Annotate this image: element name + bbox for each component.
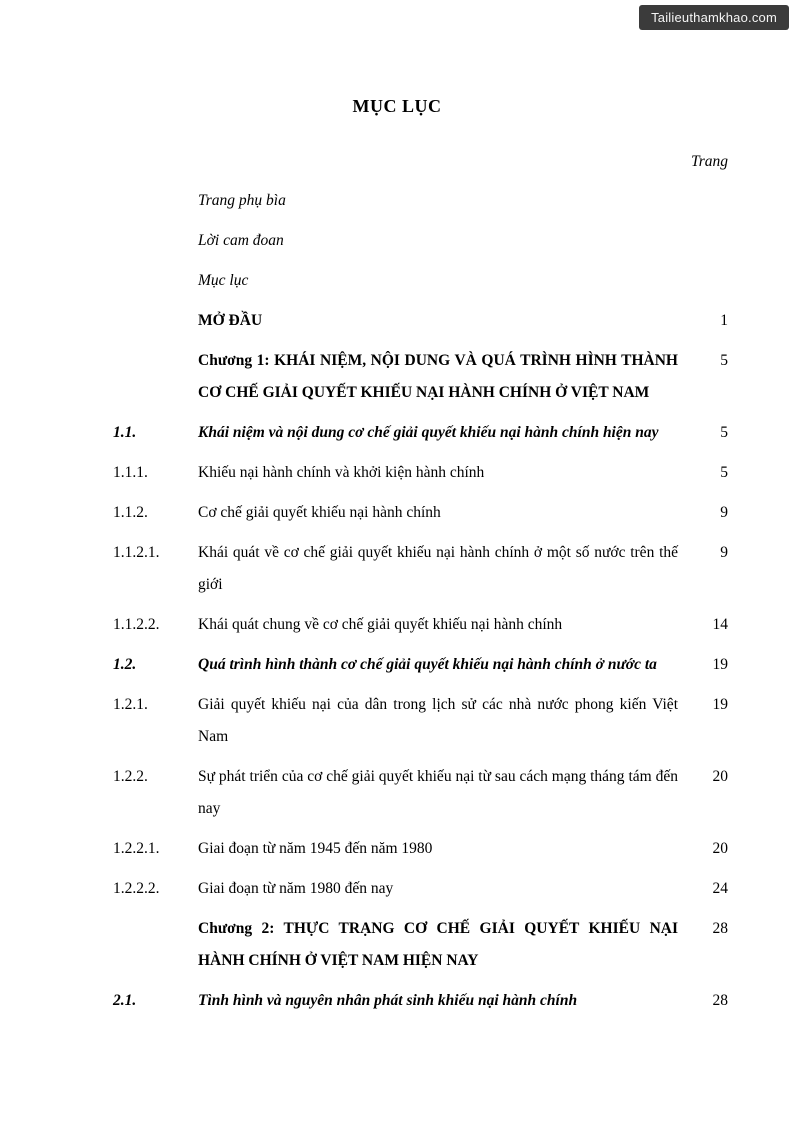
toc-entry-number: 1.1.2.1. [113, 544, 160, 561]
toc-entry [113, 457, 728, 489]
toc-entry [113, 537, 728, 601]
toc-entry-title: Khái niệm và nội dung cơ chế giải quyết khiếu nại hành chính hiện nay [198, 424, 659, 441]
toc-entry [113, 873, 728, 905]
toc-entry-page: 20 [712, 840, 728, 857]
toc-entry-title: Giai đoạn từ năm 1945 đến năm 1980 [198, 840, 433, 857]
toc-entry-page: 5 [720, 424, 728, 441]
site-watermark-badge: Tailieuthamkhao.com [639, 5, 789, 30]
toc-entry-title: Sự phát triển của cơ chế giải quyết khiếu nại từ sau cách mạng tháng tám đến nay [198, 768, 678, 817]
toc-entry-page: 5 [720, 464, 728, 481]
toc-entry-page: 9 [720, 504, 728, 521]
toc-entry-title: Chương 2: THỰC TRẠNG CƠ CHẾ GIẢI QUYẾT KHIẾU NẠI HÀNH CHÍNH Ở VIỆT NAM HIỆN NAY [198, 920, 678, 969]
toc-entry-title: Mục lục [198, 272, 249, 289]
toc-entry [113, 305, 728, 337]
toc-entry-number: 1.1.2. [113, 504, 148, 521]
toc-entry-number: 1.2.2. [113, 768, 148, 785]
toc-entry-number: 1.1. [113, 424, 137, 441]
toc-entry-page: 19 [712, 696, 728, 713]
toc-entry-page: 14 [712, 616, 728, 633]
toc-entry-number: 1.2. [113, 656, 137, 673]
toc-entry-page: 28 [712, 920, 728, 937]
table-of-contents [113, 185, 728, 1017]
toc-entry-page: 5 [720, 352, 728, 369]
page-title: MỤC LỤC [352, 96, 442, 116]
toc-entry-title: Khái quát chung về cơ chế giải quyết khiếu nại hành chính [198, 616, 563, 633]
toc-entry-page: 9 [720, 544, 728, 561]
toc-entry-title: Giải quyết khiếu nại của dân trong lịch sử các nhà nước phong kiến Việt Nam [198, 696, 678, 745]
toc-entry [113, 985, 728, 1017]
toc-entry-page: 19 [712, 656, 728, 673]
toc-content [0, 153, 794, 1017]
toc-entry [113, 497, 728, 529]
toc-entry [113, 761, 728, 825]
toc-entry-title: Quá trình hình thành cơ chế giải quyết khiếu nại hành chính ở nước ta [198, 656, 657, 673]
toc-entry [113, 689, 728, 753]
toc-entry [113, 225, 728, 257]
toc-entry-title: MỞ ĐẦU [198, 312, 263, 329]
toc-entry-title: Cơ chế giải quyết khiếu nại hành chính [198, 504, 441, 521]
toc-entry-title: Chương 1: KHÁI NIỆM, NỘI DUNG VÀ QUÁ TRÌNH HÌNH THÀNH CƠ CHẾ GIẢI QUYẾT KHIẾU NẠI HÀNH CHÍNH Ở VIỆT NAM [198, 352, 678, 401]
toc-entry [113, 185, 728, 217]
toc-entry-page: 20 [712, 768, 728, 785]
toc-entry-number: 1.2.2.2. [113, 880, 160, 897]
toc-entry [113, 345, 728, 409]
page-column-label: Trang [690, 153, 728, 170]
toc-entry-number: 2.1. [113, 992, 137, 1009]
toc-entry-title: Khái quát về cơ chế giải quyết khiếu nại hành chính ở một số nước trên thế giới [198, 544, 678, 593]
toc-entry [113, 417, 728, 449]
toc-entry-number: 1.2.1. [113, 696, 148, 713]
toc-entry [113, 913, 728, 977]
toc-entry-title: Khiếu nại hành chính và khởi kiện hành chính [198, 464, 485, 481]
toc-entry [113, 833, 728, 865]
toc-entry [113, 265, 728, 297]
toc-entry-title: Giai đoạn từ năm 1980 đến nay [198, 880, 394, 897]
toc-entry-number: 1.2.2.1. [113, 840, 160, 857]
toc-entry-title: Tình hình và nguyên nhân phát sinh khiếu nại hành chính [198, 992, 578, 1009]
toc-entry-page: 1 [720, 312, 728, 329]
toc-entry-page: 24 [712, 880, 728, 897]
toc-entry-title: Lời cam đoan [198, 232, 284, 249]
toc-entry [113, 649, 728, 681]
toc-entry [113, 609, 728, 641]
toc-entry-number: 1.1.1. [113, 464, 148, 481]
toc-entry-number: 1.1.2.2. [113, 616, 160, 633]
toc-entry-title: Trang phụ bìa [198, 192, 286, 209]
toc-entry-page: 28 [712, 992, 728, 1009]
